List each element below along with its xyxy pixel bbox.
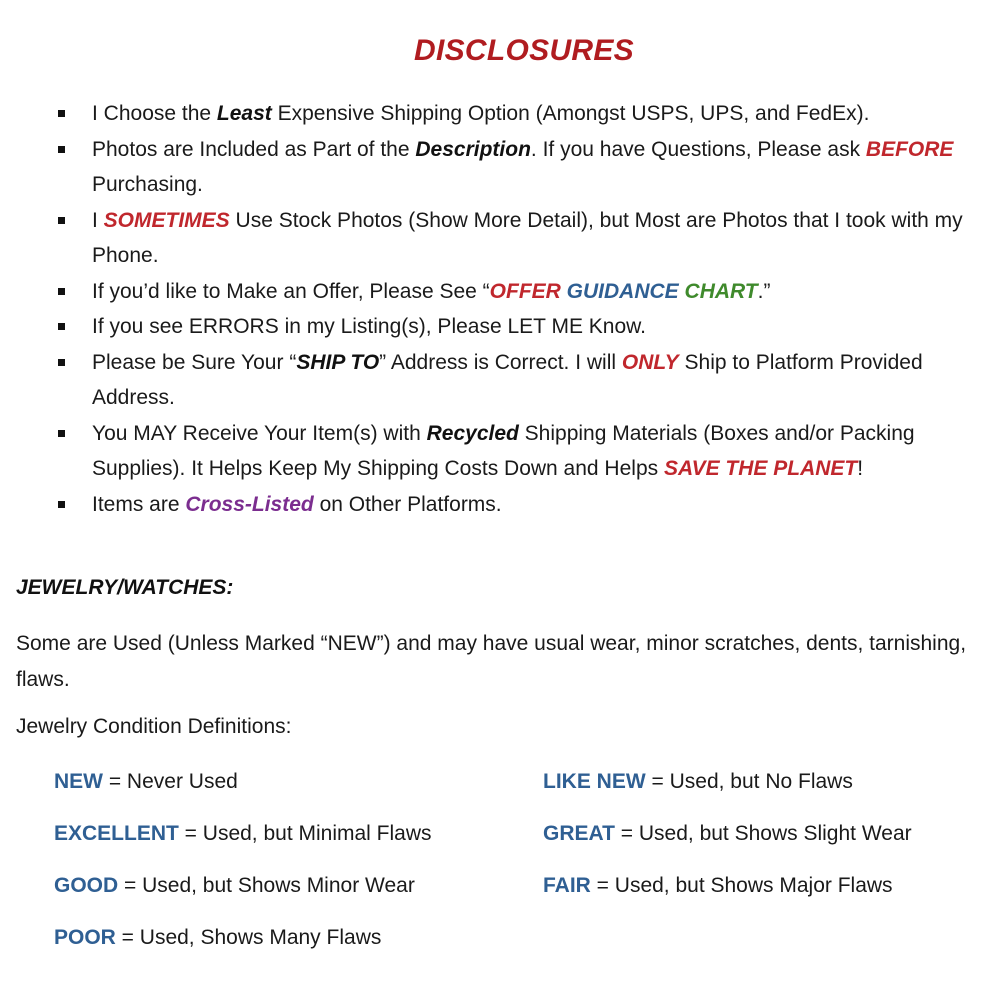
bullet-text: . If you have Questions, Please ask — [530, 137, 866, 161]
guidance-word: GUIDANCE — [560, 279, 679, 303]
chart-word: CHART — [678, 279, 758, 303]
bullet-text: Ship to Platform Provided Address. — [92, 350, 923, 409]
bullet-square-icon — [58, 430, 65, 437]
condition-term: NEW — [54, 770, 103, 793]
bullet-square-icon — [58, 217, 65, 224]
bullet-text: I Choose the — [92, 102, 217, 125]
bullet-emphasis: Least — [216, 102, 272, 125]
bullet-text: Use Stock Photos (Show More Detail), but Most are Photos that I took with my Phone. — [92, 208, 963, 267]
bullet-text: ” Address is Correct. I will — [379, 350, 622, 374]
page-title: DISCLOSURES — [414, 34, 634, 67]
list-item — [56, 132, 991, 203]
condition-item — [54, 926, 381, 950]
condition-definition: = Used, Shows Many Flaws — [115, 926, 382, 949]
condition-term: LIKE NEW — [543, 770, 646, 793]
condition-item — [54, 822, 432, 846]
condition-definition: = Used, but Shows Major Flaws — [590, 874, 893, 897]
bullet-emphasis: SOMETIMES — [103, 208, 230, 232]
bullet-square-icon — [58, 359, 65, 366]
bullet-emphasis: SHIP TO — [296, 350, 380, 374]
condition-item — [543, 822, 912, 846]
list-item — [56, 416, 991, 487]
bullet-text: .” — [757, 279, 771, 303]
list-item — [56, 274, 991, 310]
bullet-square-icon — [58, 501, 65, 508]
jewelry-paragraph: Some are Used (Unless Marked “NEW”) and may have usual wear, minor scratches, dents, tarnishing, flaws. — [16, 632, 967, 691]
bullet-square-icon — [58, 288, 65, 295]
condition-term: GOOD — [54, 874, 119, 897]
bullet-emphasis: Cross-Listed — [185, 492, 314, 516]
condition-definition: = Used, but Shows Slight Wear — [614, 822, 912, 845]
bullet-emphasis: Description — [415, 137, 531, 161]
condition-term: GREAT — [543, 822, 615, 845]
condition-definition: = Used, but Minimal Flaws — [178, 822, 432, 845]
disclosure-list — [56, 96, 991, 522]
bullet-emphasis: ONLY — [621, 350, 679, 374]
bullet-text: Items are — [92, 492, 186, 516]
bullet-square-icon — [58, 110, 65, 117]
definitions-heading: Jewelry Condition Definitions: — [16, 715, 292, 738]
condition-item — [543, 770, 853, 794]
bullet-text: If you’d like to Make an Offer, Please See “ — [92, 279, 490, 303]
bullet-text: Shipping Materials (Boxes and/or Packing Supplies). It Helps Keep My Shipping Costs Down and Helps — [92, 421, 915, 480]
bullet-text: Photos are Included as Part of the — [92, 137, 416, 161]
condition-term: FAIR — [543, 874, 591, 897]
condition-item — [54, 770, 238, 794]
condition-definition: = Used, but No Flaws — [645, 770, 853, 793]
condition-term: POOR — [54, 926, 116, 949]
bullet-text: ! — [857, 457, 864, 480]
bullet-text: If you see ERRORS in my Listing(s), Please LET ME Know. — [92, 315, 646, 338]
bullet-square-icon — [58, 323, 65, 330]
jewelry-heading: JEWELRY/WATCHES: — [16, 576, 234, 599]
condition-item — [543, 874, 893, 898]
list-item — [56, 309, 991, 345]
bullet-emphasis: BEFORE — [865, 137, 954, 161]
list-item — [56, 487, 991, 523]
bullet-square-icon — [58, 146, 65, 153]
list-item — [56, 345, 991, 416]
bullet-text: I — [92, 208, 104, 232]
bullet-text: Expensive Shipping Option (Amongst USPS, UPS, and FedEx). — [271, 102, 870, 125]
bullet-text: Purchasing. — [92, 173, 203, 196]
bullet-text: Please be Sure Your “ — [92, 350, 297, 374]
offer-word: OFFER — [489, 279, 561, 303]
condition-term: EXCELLENT — [54, 822, 179, 845]
list-item — [56, 96, 991, 132]
bullet-emphasis: Recycled — [426, 421, 519, 445]
bullet-text: on Other Platforms. — [313, 492, 502, 516]
list-item — [56, 203, 991, 274]
condition-definition: = Used, but Shows Minor Wear — [118, 874, 415, 897]
bullet-text: You MAY Receive Your Item(s) with — [92, 421, 427, 445]
condition-item — [54, 874, 415, 898]
condition-definition: = Never Used — [103, 770, 238, 793]
bullet-emphasis: SAVE THE PLANET — [663, 457, 858, 480]
